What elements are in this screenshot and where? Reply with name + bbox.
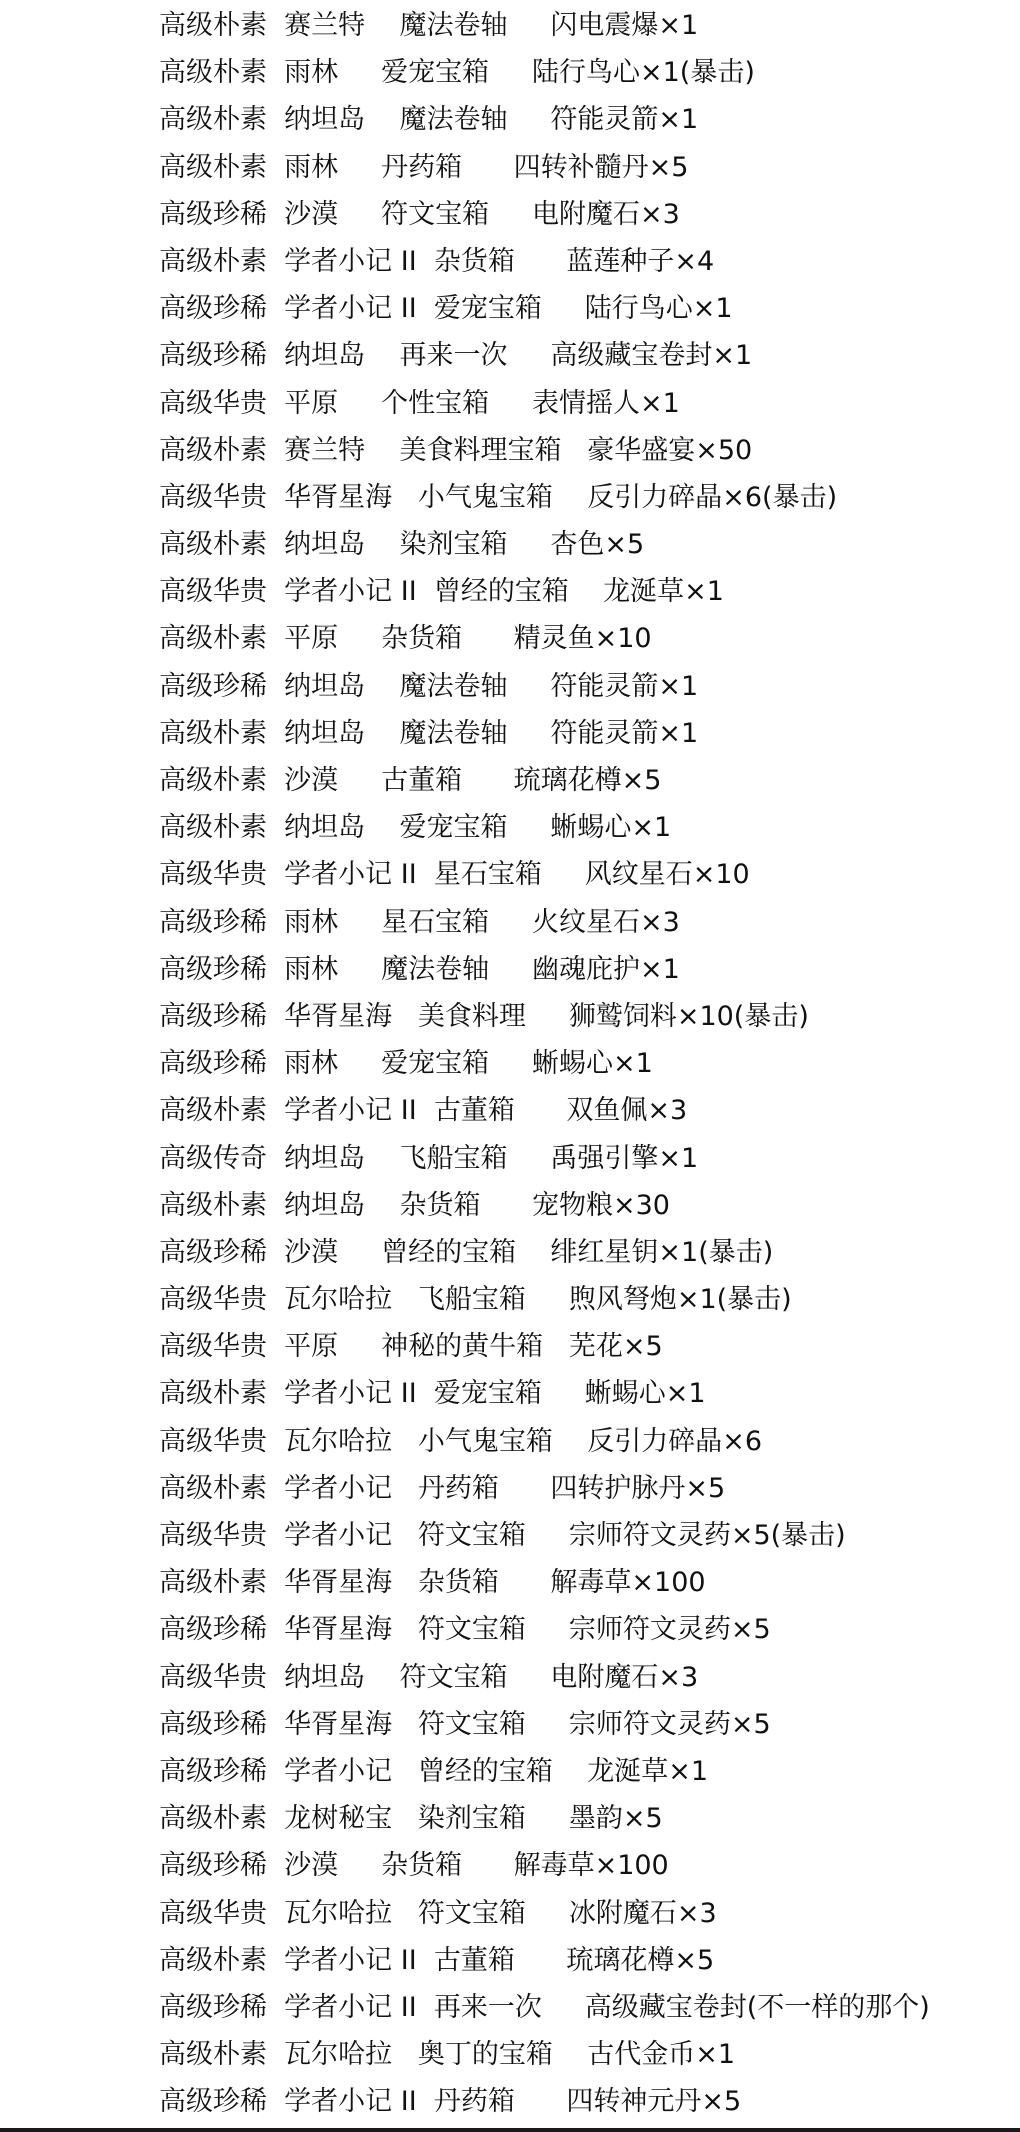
loot-log-entry: 高级朴素 学者小记 II 杂货箱 蓝莲种子×4	[159, 245, 715, 277]
loot-log-entry: 高级珍稀 沙漠 曾经的宝箱 绯红星钥×1(暴击)	[159, 1236, 774, 1268]
loot-log-entry: 高级华贵 学者小记 II 曾经的宝箱 龙涎草×1	[159, 576, 724, 608]
loot-log-entry: 高级华贵 平原 神秘的黄牛箱 芜花×5	[159, 1331, 663, 1363]
loot-log-entry: 高级朴素 纳坦岛 染剂宝箱 杏色×5	[159, 529, 645, 561]
loot-log-entry: 高级珍稀 华胥星海 符文宝箱 宗师符文灵药×5	[159, 1614, 771, 1646]
loot-log-entry: 高级朴素 龙树秘宝 染剂宝箱 墨韵×5	[159, 1803, 663, 1835]
loot-log-entry: 高级华贵 瓦尔哈拉 飞船宝箱 煦风弩炮×1(暴击)	[159, 1284, 792, 1316]
loot-log-entry: 高级珍稀 学者小记 II 丹药箱 四转神元丹×5	[159, 2086, 742, 2118]
loot-log-entry: 高级朴素 学者小记 II 古董箱 琉璃花樽×5	[159, 1944, 715, 1976]
loot-log-entry: 高级华贵 学者小记 符文宝箱 宗师符文灵药×5(暴击)	[159, 1520, 846, 1551]
loot-log-entry: 高级华贵 纳坦岛 符文宝箱 电附魔石×3	[159, 1661, 699, 1693]
loot-log-entry: 高级朴素 雨林 爱宠宝箱 陆行鸟心×1(暴击)	[159, 57, 755, 89]
loot-log-list	[0, 2, 1020, 2125]
loot-log-entry: 高级朴素 学者小记 II 爱宠宝箱 蜥蜴心×1	[159, 1378, 706, 1410]
loot-log-entry: 高级朴素 平原 杂货箱 精灵鱼×10	[159, 623, 652, 655]
loot-log-entry: 高级珍稀 沙漠 符文宝箱 电附魔石×3	[159, 198, 680, 230]
loot-log-entry: 高级华贵 瓦尔哈拉 符文宝箱 冰附魔石×3	[159, 1897, 717, 1929]
loot-log-entry: 高级朴素 赛兰特 美食料理宝箱 豪华盛宴×50	[159, 434, 753, 466]
loot-log-entry: 高级珍稀 雨林 星石宝箱 火纹星石×3	[159, 906, 680, 938]
loot-log-entry: 高级珍稀 雨林 魔法卷轴 幽魂庇护×1	[159, 953, 680, 985]
loot-log-entry: 高级华贵 学者小记 II 星石宝箱 风纹星石×10	[159, 859, 750, 891]
loot-log-entry: 高级朴素 沙漠 古董箱 琉璃花樽×5	[159, 765, 662, 796]
loot-log-entry: 高级华贵 瓦尔哈拉 小气鬼宝箱 反引力碎晶×6	[159, 1425, 763, 1457]
loot-log-entry: 高级朴素 雨林 丹药箱 四转补髓丹×5	[159, 151, 689, 183]
loot-log-entry: 高级朴素 瓦尔哈拉 奥丁的宝箱 古代金币×1	[159, 2039, 736, 2071]
loot-log-entry: 高级朴素 学者小记 丹药箱 四转护脉丹×5	[159, 1472, 726, 1504]
loot-log-entry: 高级华贵 平原 个性宝箱 表情摇人×1	[159, 387, 680, 419]
loot-log-entry: 高级朴素 纳坦岛 爱宠宝箱 蜥蜴心×1	[159, 812, 672, 844]
loot-log-entry: 高级珍稀 沙漠 杂货箱 解毒草×100	[159, 1850, 669, 1882]
bottom-divider	[0, 2128, 1020, 2132]
loot-log-entry: 高级朴素 赛兰特 魔法卷轴 闪电震爆×1	[159, 10, 699, 41]
loot-log-entry: 高级珍稀 华胥星海 美食料理 狮鹫饲料×10(暴击)	[159, 1000, 809, 1032]
loot-log-entry: 高级珍稀 纳坦岛 再来一次 高级藏宝卷封×1	[159, 340, 753, 372]
loot-log-entry: 高级朴素 华胥星海 杂货箱 解毒草×100	[159, 1567, 706, 1599]
loot-log-entry: 高级珍稀 学者小记 曾经的宝箱 龙涎草×1	[159, 1755, 709, 1787]
loot-log-entry: 高级朴素 纳坦岛 魔法卷轴 符能灵箭×1	[159, 104, 699, 136]
loot-log-entry: 高级珍稀 纳坦岛 魔法卷轴 符能灵箭×1	[159, 670, 699, 702]
loot-log-entry: 高级华贵 华胥星海 小气鬼宝箱 反引力碎晶×6(暴击)	[159, 481, 838, 513]
loot-log-entry: 高级珍稀 雨林 爱宠宝箱 蜥蜴心×1	[159, 1048, 653, 1080]
loot-log-entry: 高级朴素 学者小记 II 古董箱 双鱼佩×3	[159, 1095, 688, 1127]
loot-log-entry: 高级珍稀 学者小记 II 再来一次 高级藏宝卷封(不一样的那个)	[159, 1991, 930, 2023]
loot-log-entry: 高级珍稀 学者小记 II 爱宠宝箱 陆行鸟心×1	[159, 293, 733, 325]
loot-log-entry: 高级传奇 纳坦岛 飞船宝箱 禹强引擎×1	[159, 1142, 699, 1174]
loot-log-entry: 高级朴素 纳坦岛 魔法卷轴 符能灵箭×1	[159, 717, 699, 749]
loot-log-entry: 高级珍稀 华胥星海 符文宝箱 宗师符文灵药×5	[159, 1708, 771, 1740]
loot-log-entry: 高级朴素 纳坦岛 杂货箱 宠物粮×30	[159, 1189, 670, 1221]
